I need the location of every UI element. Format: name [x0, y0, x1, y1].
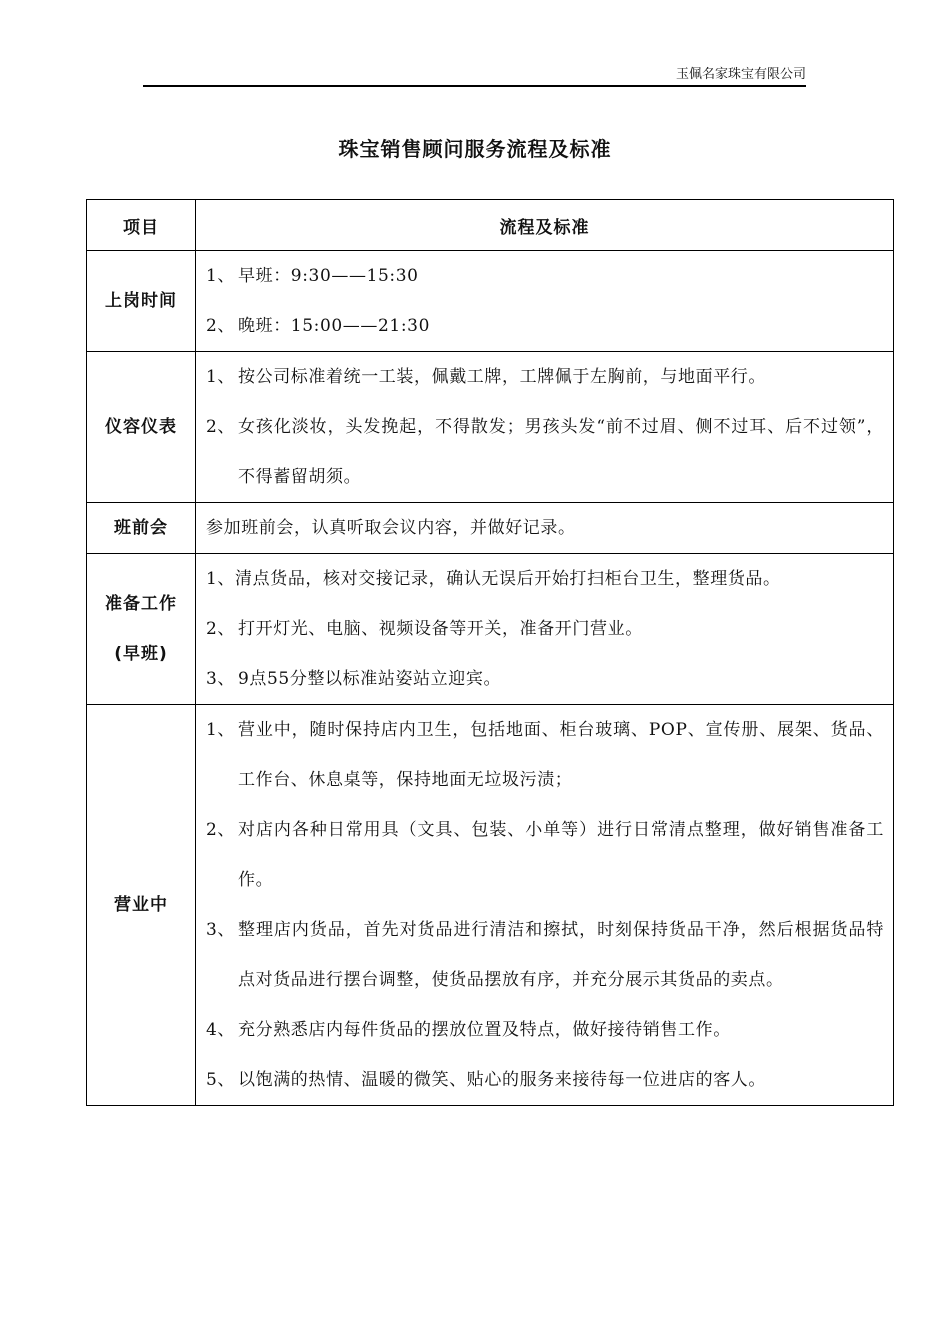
list-item	[206, 654, 884, 704]
column-header-item: 项目	[87, 200, 196, 251]
list-item	[206, 705, 884, 805]
list-item	[206, 604, 884, 654]
table-row	[87, 503, 894, 554]
row-label-text: 上岗时间	[105, 291, 177, 311]
row-content-pre-shift-meeting	[196, 503, 894, 554]
list-item	[206, 301, 884, 351]
table-row	[87, 251, 894, 352]
list-item	[206, 352, 884, 402]
item-number: 2、	[206, 820, 236, 840]
row-label-text: 准备工作	[105, 594, 177, 614]
item-number: 1、	[206, 720, 236, 740]
item-number: 3、	[206, 920, 236, 940]
item-text: 清点货品，核对交接记录，确认无误后开始打扫柜台卫生，整理货品。	[235, 569, 781, 589]
table-row	[87, 352, 894, 503]
table-header-row	[87, 200, 894, 251]
row-label-preparation	[87, 554, 196, 705]
item-number: 3、	[206, 669, 236, 689]
row-label-in-business	[87, 705, 196, 1106]
item-number: 2、	[206, 417, 236, 437]
item-text: 打开灯光、电脑、视频设备等开关，准备开门营业。	[238, 619, 643, 639]
row-label-text: 班前会	[114, 518, 168, 538]
item-text: 营业中，随时保持店内卫生，包括地面、柜台玻璃、POP、宣传册、展架、货品、工作台、休息桌等，保持地面无垃圾污渍；	[238, 720, 884, 790]
list-item	[206, 402, 884, 502]
item-number: 1、	[206, 367, 236, 387]
row-content-shift-time	[196, 251, 894, 352]
row-label-text: 仪容仪表	[105, 417, 177, 437]
row-label-text: 营业中	[114, 895, 168, 915]
row-label-subtext: (早班)	[114, 644, 168, 664]
item-number: 1、	[206, 266, 236, 286]
item-number: 1、	[206, 569, 236, 589]
list-item	[206, 1005, 884, 1055]
header-company-name: 玉佩名家珠宝有限公司	[675, 67, 806, 82]
item-number: 4、	[206, 1020, 236, 1040]
item-text: 晚班：15:00——21:30	[238, 316, 430, 336]
row-label-appearance	[87, 352, 196, 503]
column-header-process: 流程及标准	[196, 200, 894, 251]
item-text: 对店内各种日常用具（文具、包装、小单等）进行日常清点整理，做好销售准备工作。	[238, 820, 884, 890]
item-text: 按公司标准着统一工装，佩戴工牌，工牌佩于左胸前，与地面平行。	[238, 367, 766, 387]
item-text: 9点55分整以标准站姿站立迎宾。	[238, 669, 502, 689]
item-number: 2、	[206, 619, 236, 639]
item-number: 5、	[206, 1070, 236, 1090]
row-content-preparation	[196, 554, 894, 705]
row-content-appearance	[196, 352, 894, 503]
item-text: 女孩化淡妆，头发挽起，不得散发；男孩头发“前不过眉、侧不过耳、后不过领”，不得蓄留胡须。	[238, 417, 884, 487]
table-row	[87, 705, 894, 1106]
item-number: 2、	[206, 316, 236, 336]
list-item	[206, 554, 884, 604]
item-text: 以饱满的热情、温暖的微笑、贴心的服务来接待每一位进店的客人。	[238, 1070, 766, 1090]
process-standards-table	[86, 199, 894, 1106]
row-content-in-business	[196, 705, 894, 1106]
item-text: 早班：9:30——15:30	[238, 266, 419, 286]
row-label-shift-time	[87, 251, 196, 352]
header-rule	[143, 85, 806, 87]
table-row	[87, 554, 894, 705]
row-label-pre-shift-meeting	[87, 503, 196, 554]
list-item	[206, 905, 884, 1005]
list-item	[206, 1055, 884, 1105]
item-text: 参加班前会，认真听取会议内容，并做好记录。	[206, 518, 576, 538]
list-item	[206, 251, 884, 301]
item-text: 整理店内货品，首先对货品进行清洁和擦拭，时刻保持货品干净，然后根据货品特点对货品进行摆台调整，使货品摆放有序，并充分展示其货品的卖点。	[238, 920, 884, 990]
document-title: 珠宝销售顾问服务流程及标准	[338, 137, 612, 161]
item-text: 充分熟悉店内每件货品的摆放位置及特点，做好接待销售工作。	[238, 1020, 731, 1040]
list-item	[206, 805, 884, 905]
